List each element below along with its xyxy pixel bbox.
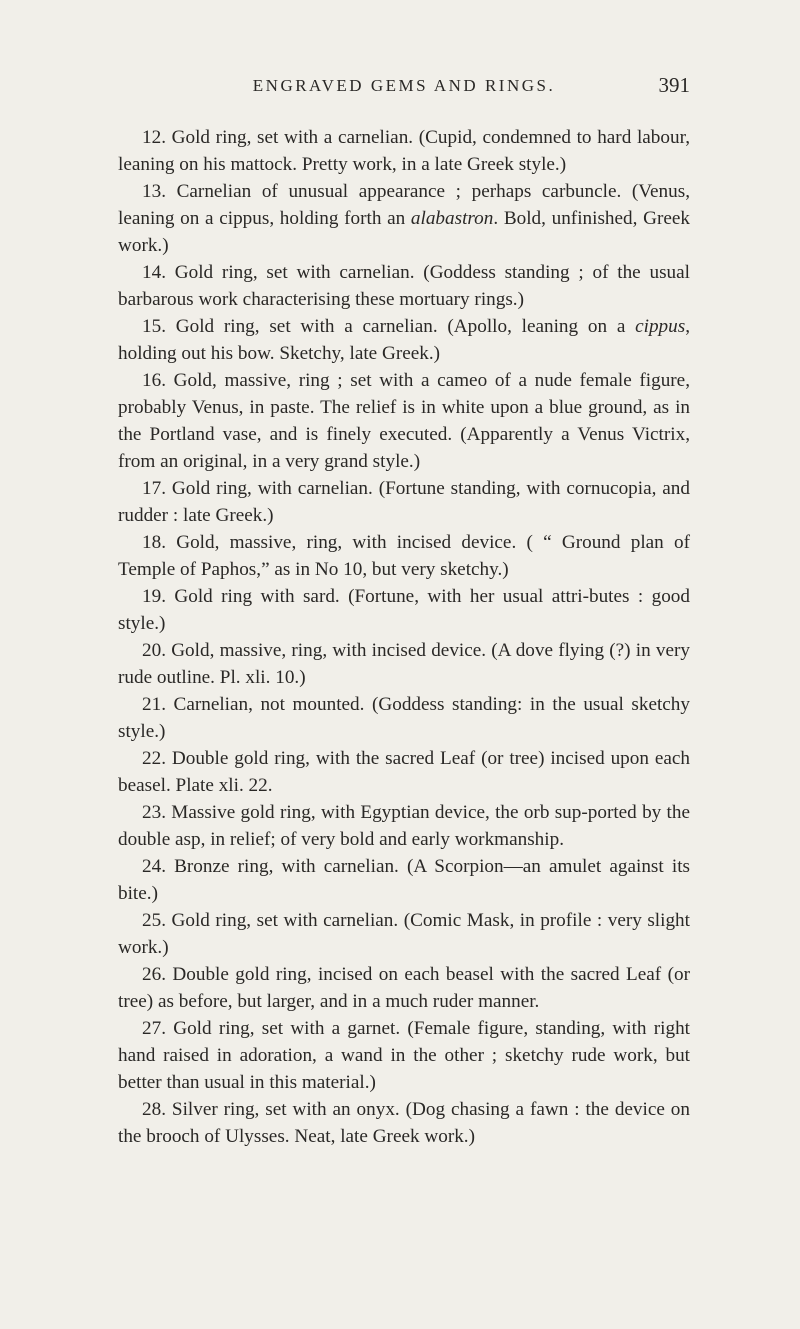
catalogue-entry-18: 18. Gold, massive, ring, with incised device. ( “ Ground plan of Temple of Paphos,” as in No 10, but very sketchy.) xyxy=(118,532,690,580)
catalogue-entry-27: 27. Gold ring, set with a garnet. (Female figure, standing, with right hand raised in adoration, a wand in the other ; sketchy rude work, but better than usual in this material.) xyxy=(118,1018,690,1093)
catalogue-entry-20: 20. Gold, massive, ring, with incised device. (A dove flying (?) in very rude outline. Pl. xli. 10.) xyxy=(118,640,690,688)
catalogue-entry-25: 25. Gold ring, set with carnelian. (Comic Mask, in profile : very slight work.) xyxy=(118,910,690,958)
catalogue-entry-21: 21. Carnelian, not mounted. (Goddess standing: in the usual sketchy style.) xyxy=(118,694,690,742)
catalogue-entry-12: 12. Gold ring, set with a carnelian. (Cupid, condemned to hard labour, leaning on his mattock. Pretty work, in a late Greek style.) xyxy=(118,127,690,175)
page-number: 391 xyxy=(658,73,690,97)
catalogue-entry-22: 22. Double gold ring, with the sacred Leaf (or tree) incised upon each beasel. Plate xli. 22. xyxy=(118,748,690,796)
running-head xyxy=(118,73,690,106)
catalogue-entry-19: 19. Gold ring with sard. (Fortune, with her usual attri-butes : good style.) xyxy=(118,586,690,634)
catalogue-entry-16: 16. Gold, massive, ring ; set with a cameo of a nude female figure, probably Venus, in paste. The relief is in white upon a blue ground, as in the Portland vase, and is finely executed. (Apparently a Venus Victrix, from an original, in a very grand style.) xyxy=(118,370,690,472)
italic-term: alabastron xyxy=(410,208,494,229)
catalogue-entry-17: 17. Gold ring, with carnelian. (Fortune standing, with cornucopia, and rudder : late Greek.) xyxy=(118,478,690,526)
catalogue-entry-28: 28. Silver ring, set with an onyx. (Dog chasing a fawn : the device on the brooch of Ulysses. Neat, late Greek work.) xyxy=(118,1099,690,1147)
catalogue-entry-26: 26. Double gold ring, incised on each beasel with the sacred Leaf (or tree) as before, but larger, and in a much ruder manner. xyxy=(118,964,690,1012)
catalogue-entry-24: 24. Bronze ring, with carnelian. (A Scorpion—an amulet against its bite.) xyxy=(118,856,690,904)
running-title: ENGRAVED GEMS AND RINGS. xyxy=(252,76,556,95)
catalogue-entry-23: 23. Massive gold ring, with Egyptian device, the orb sup-ported by the double asp, in relief; of very bold and early workmanship. xyxy=(118,802,690,850)
catalogue-entry-15: 15. Gold ring, set with a carnelian. (Apollo, leaning on a cippus, holding out his bow. Sketchy, late Greek.) xyxy=(118,316,690,364)
italic-term: cippus xyxy=(635,316,686,337)
catalogue-entries xyxy=(118,124,690,1150)
catalogue-entry-14: 14. Gold ring, set with carnelian. (Goddess standing ; of the usual barbarous work characterising these mortuary rings.) xyxy=(118,262,690,310)
catalogue-entry-13: 13. Carnelian of unusual appearance ; perhaps carbuncle. (Venus, leaning on a cippus, holding forth an alabastron. Bold, unfinished, Greek work.) xyxy=(118,181,690,256)
